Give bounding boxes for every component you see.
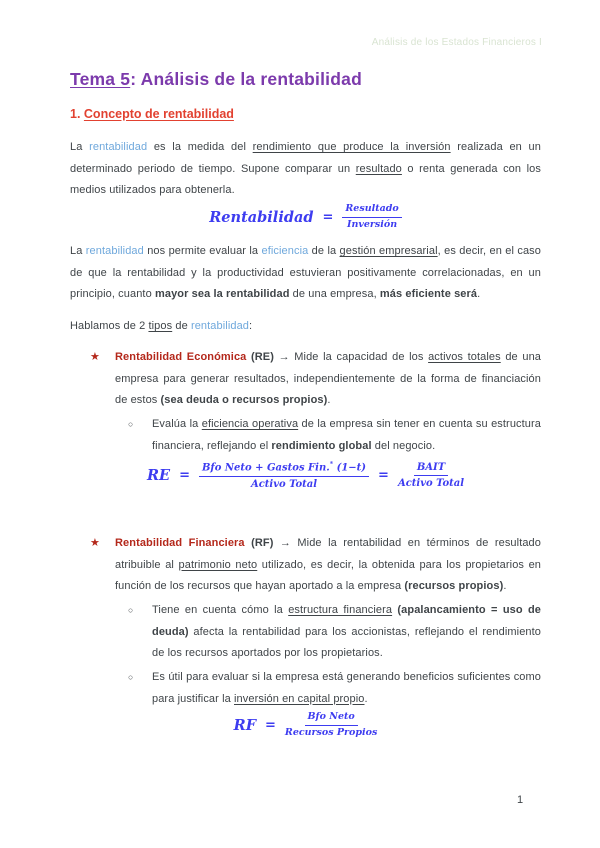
subbullet-rf-estructura-financiera xyxy=(128,600,541,665)
subbullet-re-text xyxy=(152,414,541,457)
text-segment: activos totales xyxy=(428,351,501,363)
text-segment: Evalúa la xyxy=(152,418,202,430)
subbullet-re-eficiencia-operativa xyxy=(128,414,541,457)
text-segment: rentabilidad xyxy=(85,245,144,257)
text-segment: más eficiente será xyxy=(379,288,478,300)
text-segment: . xyxy=(503,580,507,592)
star-bullet-icon: ★ xyxy=(90,537,100,549)
text-segment: Rentabilidad Económica xyxy=(115,351,251,363)
text-segment: Bfo Neto + Gastos Fin. xyxy=(201,462,330,474)
text-segment: rendimiento que produce la inversión xyxy=(252,141,451,153)
text-segment: . xyxy=(364,692,368,705)
text-segment: La xyxy=(70,141,90,153)
fraction-denominator: Activo Total xyxy=(397,478,465,490)
equals-sign: = xyxy=(378,468,389,484)
fraction-denominator: Recursos Propios xyxy=(284,726,378,738)
text-segment: de la empresa sin tener en cuenta su estructura financiera, reflejando el xyxy=(152,418,541,452)
text-segment: . xyxy=(327,394,331,406)
star-bullet-icon: ★ xyxy=(90,351,100,363)
title-tema-link: Tema 5 xyxy=(70,69,131,89)
text-segment: (sea deuda o recursos propios) xyxy=(160,394,328,406)
text-segment: (apalancamiento = uso de deuda) xyxy=(152,604,542,638)
text-segment: Es útil para evaluar si la empresa está generando beneficios suficientes como para justificar la xyxy=(152,671,541,705)
header-course-title: Análisis de los Estados Financieros I xyxy=(371,37,542,48)
text-segment: : xyxy=(249,320,253,332)
equals-sign: = xyxy=(265,717,276,733)
equals-sign: = xyxy=(322,209,334,225)
text-segment: eficiencia operativa xyxy=(201,418,299,430)
fraction-numerator: Resultado xyxy=(342,203,401,218)
text-segment: o renta generada con los medios utilizados para obtenerla. xyxy=(70,162,541,196)
text-segment: de la xyxy=(308,245,340,257)
text-segment: → Mide la capacidad de los xyxy=(274,351,429,363)
text-segment: (recursos propios) xyxy=(404,580,504,592)
formula-lhs: RF xyxy=(233,716,257,734)
subbullet-rf1-text xyxy=(152,600,541,665)
bullet-rentabilidad-financiera xyxy=(90,533,541,598)
subbullet-rf-inversion-capital xyxy=(128,667,541,710)
page-title xyxy=(70,69,362,90)
text-segment: (RE) xyxy=(250,351,274,363)
text-segment: de una empresa para generar resultados, independientemente de la forma de financiación de estos xyxy=(115,351,542,406)
text-segment: Hablamos de 2 xyxy=(70,320,149,332)
equals-sign: = xyxy=(179,468,190,484)
fraction xyxy=(199,460,369,491)
text-segment: gestión empresarial xyxy=(339,245,438,257)
circle-bullet-icon: ○ xyxy=(128,419,134,429)
section-number: 1. xyxy=(70,107,84,121)
circle-bullet-icon: ○ xyxy=(128,672,134,682)
text-segment: eficiencia xyxy=(261,245,309,257)
paragraph-tipos xyxy=(70,316,541,338)
formula-lhs: Rentabilidad xyxy=(209,208,314,226)
text-segment: del negocio. xyxy=(371,439,436,452)
text-segment: es la medida del xyxy=(147,141,253,153)
page-number: 1 xyxy=(517,794,524,806)
text-segment: resultado xyxy=(355,162,402,175)
text-segment: afecta la rentabilidad para los accionistas, reflejando el rendimiento de los recursos aportados por los propietarios. xyxy=(152,625,541,659)
text-segment: inversión en capital propio xyxy=(234,692,365,705)
subbullet-rf2-text xyxy=(152,667,541,710)
fraction xyxy=(398,461,464,491)
circle-bullet-icon: ○ xyxy=(128,605,134,615)
bullet-re-text xyxy=(115,347,541,412)
paragraph-intro xyxy=(70,137,541,202)
text-segment: * xyxy=(329,460,334,468)
fraction-numerator: BAIT xyxy=(414,461,448,477)
text-segment: patrimonio neto xyxy=(178,558,258,571)
text-segment: de una empresa, xyxy=(289,288,380,300)
fraction xyxy=(342,203,401,232)
text-segment: tipos xyxy=(148,320,173,332)
text-segment: → Mide la rentabilidad en términos de resultado atribuible al xyxy=(115,537,541,571)
text-segment: Rentabilidad Financiera xyxy=(115,537,252,549)
text-segment: realizada en un determinado periodo de tiempo. Supone comparar un xyxy=(70,141,541,175)
text-segment: estructura financiera xyxy=(288,604,393,616)
text-segment: (1−t) xyxy=(333,462,367,474)
section-title: Concepto de rentabilidad xyxy=(83,107,234,121)
text-segment: . xyxy=(477,288,481,300)
formula-re xyxy=(70,460,541,491)
fraction-numerator xyxy=(199,460,369,477)
title-rest: : Análisis de la rentabilidad xyxy=(130,69,362,89)
fraction-denominator: Activo Total xyxy=(250,478,318,490)
section-heading xyxy=(70,107,234,121)
text-segment: rentabilidad xyxy=(89,141,148,153)
formula-lhs: RE xyxy=(146,467,171,485)
fraction-denominator: Inversión xyxy=(347,218,398,230)
text-segment: La xyxy=(70,245,86,257)
paragraph-eficiencia xyxy=(70,241,541,306)
text-segment: (RF) xyxy=(251,537,274,549)
text-segment: Tiene en cuenta cómo la xyxy=(152,604,289,616)
formula-rf xyxy=(70,711,541,740)
formula-rentabilidad xyxy=(70,203,541,232)
bullet-rf-text xyxy=(115,533,541,598)
fraction xyxy=(285,711,377,740)
text-segment: de xyxy=(172,320,191,332)
text-segment: nos permite evaluar la xyxy=(143,245,262,257)
text-segment: utilizado, es decir, la obtenida para los propietarios en función de los recursos que hayan aportado a la empresa xyxy=(115,558,542,592)
text-segment: rentabilidad xyxy=(190,320,250,332)
text-segment: , es decir, en el caso de que la rentabilidad y la productividad estuvieran positivamente correlacionadas, en un principio, cuanto xyxy=(70,245,541,300)
bullet-rentabilidad-economica xyxy=(90,347,541,412)
fraction-numerator: Bfo Neto xyxy=(305,711,358,726)
text-segment: rendimiento global xyxy=(271,439,372,452)
text-segment: mayor sea la rentabilidad xyxy=(154,288,290,300)
